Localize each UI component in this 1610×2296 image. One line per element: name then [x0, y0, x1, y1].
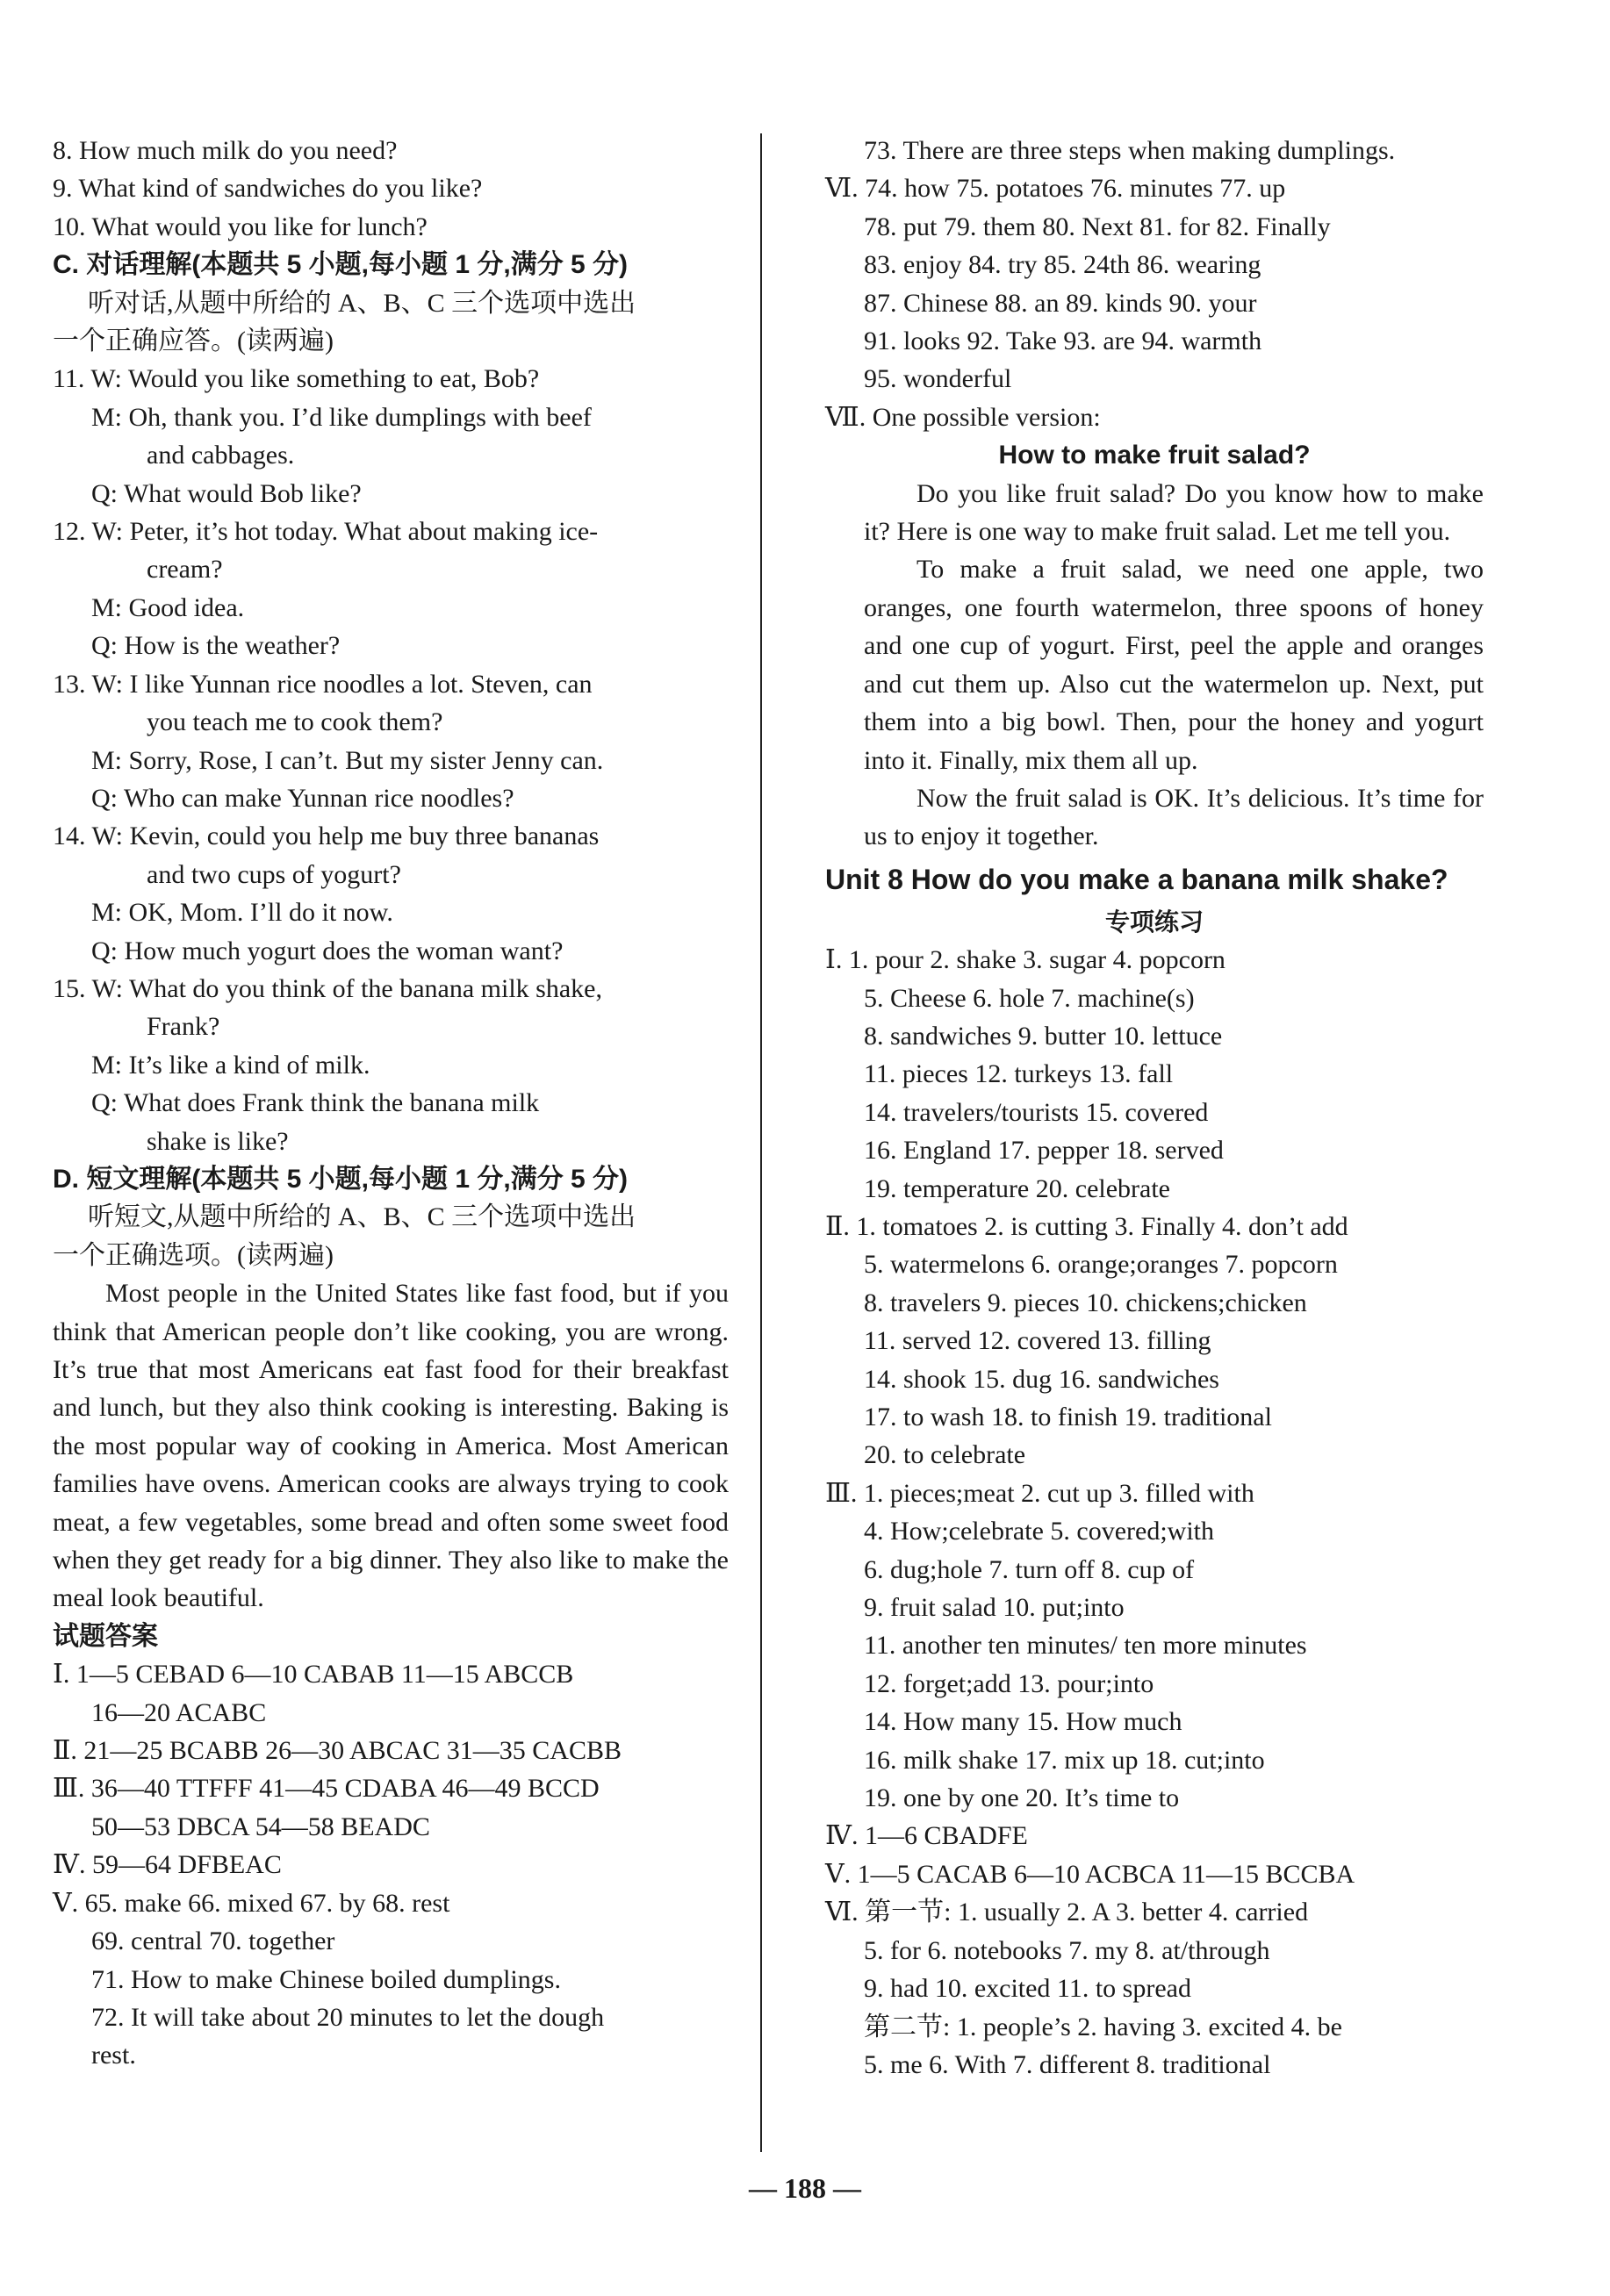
answer-line: 91. looks 92. Take 93. are 94. warmth	[864, 326, 1262, 356]
answer-line: Ⅰ. 1. pour 2. shake 3. sugar 4. popcorn	[825, 945, 1225, 975]
page-number: — 188 —	[749, 2172, 861, 2204]
dialogue-line: Q: How is the weather?	[91, 631, 341, 661]
answer-line: 14. travelers/tourists 15. covered	[864, 1097, 1209, 1127]
answer-line: 72. It will take about 20 minutes to let the dough	[91, 2002, 605, 2032]
dialogue-line: and cabbages.	[147, 441, 295, 470]
column-divider	[760, 133, 762, 2152]
dialogue-line: Frank?	[147, 1012, 220, 1042]
answer-line: 16. England 17. pepper 18. served	[864, 1136, 1224, 1166]
dialogue-line: and two cups of yogurt?	[147, 859, 401, 889]
dialogue-line: 12. W: Peter, it’s hot today. What about making ice-	[53, 517, 599, 547]
essay-paragraph: Do you like fruit salad? Do you know how to make it? Here is one way to make fruit salad. Let me tell you.	[864, 478, 1484, 547]
answer-line: 11. pieces 12. turkeys 13. fall	[864, 1059, 1174, 1089]
dialogue-line: you teach me to cook them?	[147, 707, 443, 737]
answer-line: 16. milk shake 17. mix up 18. cut;into	[864, 1745, 1265, 1775]
answers-title: 试题答案	[53, 1621, 158, 1651]
answer-line: Ⅵ. 74. how 75. potatoes 76. minutes 77. up	[825, 174, 1286, 204]
section-d-title: D. 短文理解(本题共 5 小题,每小题 1 分,满分 5 分)	[53, 1164, 629, 1194]
question-line: 10. What would you like for lunch?	[53, 212, 428, 241]
answer-line: Ⅵ. 第一节: 1. usually 2. A 3. better 4. carried	[825, 1898, 1309, 1927]
answer-line: 11. another ten minutes/ ten more minutes	[864, 1631, 1307, 1661]
unit-title: Unit 8 How do you make a banana milk shake?	[825, 863, 1448, 895]
essay-paragraph: Now the fruit salad is OK. It’s delicious. It’s time for us to enjoy it together.	[864, 783, 1484, 851]
answer-line: 14. How many 15. How much	[864, 1707, 1182, 1737]
right-column	[825, 132, 1484, 2084]
dialogue-line: Q: What would Bob like?	[91, 478, 362, 508]
section-c-instruction: 一个正确应答。(读两遍)	[53, 326, 334, 356]
answer-line: 第二节: 1. people’s 2. having 3. excited 4. be	[864, 2012, 1342, 2041]
answer-line: 20. to celebrate	[864, 1440, 1026, 1470]
answer-line: Ⅱ. 1. tomatoes 2. is cutting 3. Finally 4. don’t add	[825, 1211, 1348, 1241]
essay-paragraph: To make a fruit salad, we need one apple, two oranges, one fourth watermelon, three spoons of honey and one cup of yogurt. First, peel the apple and oranges and cut them up. Also cut the watermelon up. Next, put them into a big bowl. Then, pour the honey and yogurt into it. Finally, mix them all up.	[864, 555, 1484, 775]
answer-line: 14. shook 15. dug 16. sandwiches	[864, 1364, 1219, 1394]
answer-line: 83. enjoy 84. try 85. 24th 86. wearing	[864, 250, 1261, 280]
answer-line: 4. How;celebrate 5. covered;with	[864, 1517, 1215, 1546]
answer-line: 5. Cheese 6. hole 7. machine(s)	[864, 983, 1195, 1013]
listening-passage: Most people in the United States like fast food, but if you think that American people don’t like cooking, you are wrong. It’s true that most Americans eat fast food for their breakfast and lunch, but they also think cooking is interesting. Baking is the most popular way of cooking in America. Most American families have ovens. American cooks are always trying to cook meat, a few vegetables, some bread and often some sweet food when they get ready for a big dinner. They also like to make the meal look beautiful.	[53, 1279, 729, 1613]
answer-line: Ⅳ. 59—64 DFBEAC	[53, 1850, 282, 1880]
answer-line: Ⅰ. 1—5 CEBAD 6—10 CABAB 11—15 ABCCB	[53, 1660, 574, 1690]
answer-line: 8. sandwiches 9. butter 10. lettuce	[864, 1021, 1223, 1051]
answer-line: 5. watermelons 6. orange;oranges 7. popcorn	[864, 1250, 1338, 1280]
dialogue-line: cream?	[147, 555, 223, 585]
dialogue-line: Q: What does Frank think the banana milk	[91, 1088, 540, 1118]
answer-line: Ⅳ. 1—6 CBADFE	[825, 1821, 1028, 1851]
dialogue-line: 13. W: I like Yunnan rice noodles a lot. Steven, can	[53, 669, 593, 699]
answer-line: Ⅶ. One possible version:	[825, 402, 1101, 432]
dialogue-line: 11. W: Would you like something to eat, Bob?	[53, 364, 540, 394]
answer-line: Ⅴ. 1—5 CACAB 6—10 ACBCA 11—15 BCCBA	[825, 1859, 1355, 1889]
section-c-instruction: 听对话,从题中所给的 A、B、C 三个选项中选出	[88, 288, 636, 318]
dialogue-line: M: Oh, thank you. I’d like dumplings with beef	[91, 402, 592, 432]
answer-line: 19. one by one 20. It’s time to	[864, 1783, 1180, 1813]
answer-line: 69. central 70. together	[91, 1926, 335, 1956]
answer-line: 12. forget;add 13. pour;into	[864, 1668, 1154, 1698]
dialogue-line: M: OK, Mom. I’ll do it now.	[91, 898, 393, 928]
answer-line: 9. had 10. excited 11. to spread	[864, 1974, 1191, 2004]
answer-line: 5. for 6. notebooks 7. my 8. at/through	[864, 1935, 1270, 1965]
question-line: 9. What kind of sandwiches do you like?	[53, 174, 483, 204]
dialogue-line: 15. W: What do you think of the banana milk shake,	[53, 973, 602, 1003]
answer-line: 5. me 6. With 7. different 8. traditional	[864, 2049, 1271, 2079]
answer-line: Ⅲ. 36—40 TTFFF 41—45 CDABA 46—49 BCCD	[53, 1774, 600, 1804]
answer-line: 6. dug;hole 7. turn off 8. cup of	[864, 1554, 1195, 1584]
answer-line: 71. How to make Chinese boiled dumplings.	[91, 1964, 561, 1994]
answer-line: Ⅲ. 1. pieces;meat 2. cut up 3. filled with	[825, 1478, 1254, 1508]
dialogue-line: Q: How much yogurt does the woman want?	[91, 936, 564, 965]
practice-title: 专项练习	[1104, 908, 1204, 936]
left-column	[53, 132, 729, 2075]
section-c-title: C. 对话理解(本题共 5 小题,每小题 1 分,满分 5 分)	[53, 250, 629, 280]
essay-title: How to make fruit salad?	[998, 441, 1311, 470]
dialogue-line: M: Good idea.	[91, 592, 245, 622]
section-d-instruction: 听短文,从题中所给的 A、B、C 三个选项中选出	[88, 1202, 636, 1232]
answer-line: rest.	[91, 2041, 136, 2070]
answer-line: Ⅱ. 21—25 BCABB 26—30 ABCAC 31—35 CACBB	[53, 1736, 622, 1766]
dialogue-line: Q: Who can make Yunnan rice noodles?	[91, 783, 514, 813]
answer-line: 95. wonderful	[864, 364, 1012, 394]
answer-line: 78. put 79. them 80. Next 81. for 82. Finally	[864, 212, 1331, 241]
dialogue-line: 14. W: Kevin, could you help me buy three bananas	[53, 822, 600, 851]
answer-line: 19. temperature 20. celebrate	[864, 1173, 1170, 1203]
answer-line: 17. to wash 18. to finish 19. traditional	[864, 1403, 1272, 1431]
answer-line: 9. fruit salad 10. put;into	[864, 1593, 1125, 1623]
question-line: 8. How much milk do you need?	[53, 136, 398, 165]
answer-line: 73. There are three steps when making dumplings.	[864, 136, 1396, 165]
dialogue-line: M: It’s like a kind of milk.	[91, 1050, 370, 1080]
answer-line: 50—53 DBCA 54—58 BEADC	[91, 1812, 430, 1841]
dialogue-line: shake is like?	[147, 1126, 289, 1156]
answer-line: 16—20 ACABC	[91, 1697, 267, 1727]
answer-line: 11. served 12. covered 13. filling	[864, 1326, 1211, 1356]
answer-line: 8. travelers 9. pieces 10. chickens;chicken	[864, 1288, 1307, 1317]
answer-line: 87. Chinese 88. an 89. kinds 90. your	[864, 288, 1257, 318]
answer-line: Ⅴ. 65. make 66. mixed 67. by 68. rest	[53, 1888, 450, 1918]
section-d-instruction: 一个正确选项。(读两遍)	[53, 1240, 334, 1270]
dialogue-line: M: Sorry, Rose, I can’t. But my sister Jenny can.	[91, 745, 604, 775]
